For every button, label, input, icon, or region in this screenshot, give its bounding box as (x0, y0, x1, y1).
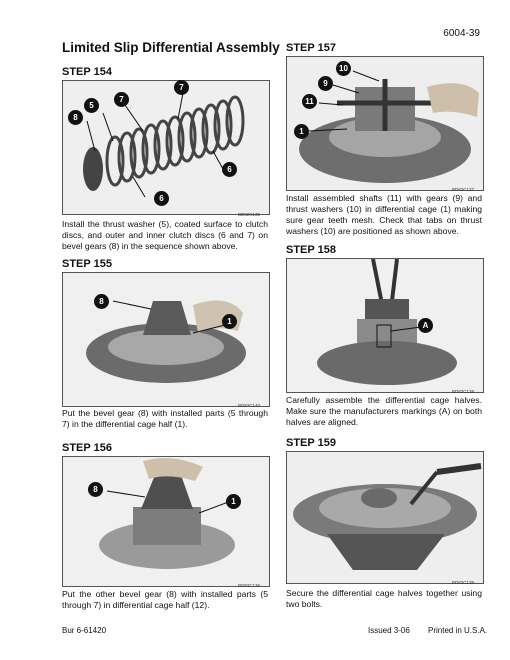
image-code: BD82C138 (452, 389, 475, 394)
cage-with-pinion-shafts-illustration (287, 57, 483, 190)
cage-half-with-bevel-gear-illustration (63, 457, 269, 586)
image-code: BD82C135 (238, 212, 261, 217)
step-155-photo (62, 272, 270, 407)
page-number: 6004-39 (443, 28, 480, 39)
bevel-gear-shape (83, 147, 103, 191)
step-158-heading: STEP 158 (286, 244, 336, 256)
bolting-cage-halves-illustration (287, 452, 483, 583)
step-159-caption: Secure the differential cage halves together using two bolts. (286, 588, 482, 609)
step-156-heading: STEP 156 (62, 442, 112, 454)
callout-1: 1 (222, 314, 237, 329)
step-157-caption: Install assembled shafts (11) with gears (9) and thrust washers (10) in differential cage (1) making sure gear teeth mesh. Check that tabs on thrust washers (10) are positioned as shown above. (286, 193, 482, 236)
step-154-heading: STEP 154 (62, 66, 112, 78)
step-155-heading: STEP 155 (62, 258, 112, 270)
footer-doc-number: Bur 6-61420 (62, 626, 107, 635)
step-157-photo (286, 56, 484, 191)
callout-8: 8 (88, 482, 103, 497)
callout-5: 5 (84, 98, 99, 113)
image-code: BD82C140 (238, 403, 261, 408)
callout-10: 10 (336, 61, 351, 76)
callout-a: A (418, 318, 433, 333)
step-156-photo (62, 456, 270, 587)
step-156-caption: Put the other bevel gear (8) with installed parts (5 through 7) in differential cage half (12). (62, 589, 268, 610)
callout-8: 8 (94, 294, 109, 309)
hand-shape (427, 83, 479, 117)
image-code: BD82C137 (452, 187, 475, 192)
page-title: Limited Slip Differential Assembly (62, 40, 280, 55)
callout-1: 1 (294, 124, 309, 139)
callout-1: 1 (226, 494, 241, 509)
callout-11: 11 (302, 94, 317, 109)
footer-issued: Issued 3-06 (368, 626, 410, 635)
step-159-photo (286, 451, 484, 584)
callout-6: 6 (222, 162, 237, 177)
step-154-caption: Install the thrust washer (5), coated surface to clutch discs, and outer and inner clutch discs (6 and 7) on bevel gears (8) in the sequence shown above. (62, 219, 268, 251)
footer-printed: Printed in U.S.A. (428, 626, 488, 635)
callout-8: 8 (68, 110, 83, 125)
step-159-heading: STEP 159 (286, 437, 336, 449)
callout-9: 9 (318, 76, 333, 91)
step-155-caption: Put the bevel gear (8) with installed parts (5 through 7) in the differential cage half (1). (62, 408, 268, 429)
image-code: BD82C139 (452, 580, 475, 585)
assembled-cage-halves-illustration (287, 259, 483, 392)
step-158-photo (286, 258, 484, 393)
ring-gear-with-bevel-gear-illustration (63, 273, 269, 406)
step-158-caption: Carefully assemble the differential cage halves. Make sure the manufacturers markings (A) on both halves are aligned. (286, 395, 482, 427)
callout-7: 7 (114, 92, 129, 107)
callout-6: 6 (154, 191, 169, 206)
ring-gear-shape (317, 341, 457, 385)
image-code: BD82C136 (238, 583, 261, 588)
step-157-heading: STEP 157 (286, 42, 336, 54)
callout-7: 7 (174, 80, 189, 95)
